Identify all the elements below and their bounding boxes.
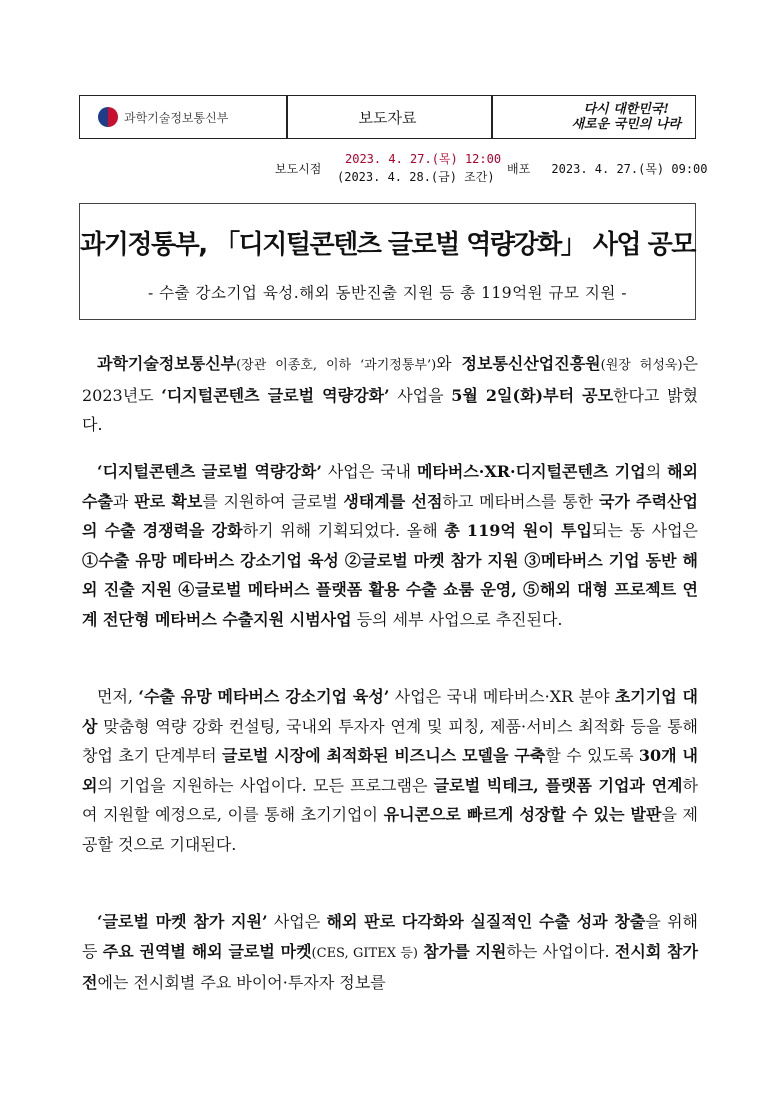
paragraph-2 (82, 457, 698, 634)
p2-text: 등의 세부 사업으로 추진된다. (351, 609, 563, 629)
embargo-print: (2023. 4. 28.(금) 조간) (337, 170, 495, 184)
slogan-line-1: 다시 대한민국! (583, 102, 670, 117)
p2-ecosystem: 생태계를 선점 (343, 491, 443, 511)
p3-count: 30개 내외 (82, 746, 698, 795)
p2-subprojects: ①수출 유망 메타버스 강소기업 육성 ②글로벌 마켓 참가 지원 ③메타버스 기업 동반 해외 진출 지원 ④글로벌 메타버스 플랫폼 활용 수출 쇼룸 운영, ⑤해외 대형 프로젝트 연계 전단형 메타버스 수출지원 시범사업 (82, 550, 698, 629)
p3-text: 하여 지원할 예정으로, 이를 통해 초기기업이 (82, 775, 698, 824)
p1-text: 한다고 밝혔다. (82, 385, 698, 434)
embargo-time: 2023. 4. 27.(목) 12:00 (345, 152, 502, 166)
slogan (571, 96, 681, 138)
p2-text: 사업은 국내 (321, 462, 417, 481)
p3-business-model: 글로벌 시장에 최적화된 비즈니스 모델을 구축 (221, 746, 546, 765)
header-divider-right (491, 96, 493, 138)
p3-text: 맞춤형 역량 강화 컨설팅, 국내외 투자자 연계 및 피칭, 제품·서비스 최적화 등을 통해 창업 초기 단계부터 (82, 716, 698, 765)
p1-date: 5월 2일(화)부터 공모 (451, 385, 614, 405)
embargo-label-wrap (275, 160, 321, 177)
p3-text: 의 기업을 지원하는 사업이다. 모든 프로그램은 (97, 775, 434, 795)
p1-ministry-note: (장관 이종호, 이하 ‘과기정통부’) (236, 358, 437, 373)
paragraph-1 (82, 349, 698, 440)
distribution-label: 배포 (507, 162, 531, 176)
headline: 과기정통부, 「디지털콘텐츠 글로벌 역량강화」 사업 공모 (80, 230, 695, 260)
p4-project: ‘글로벌 마켓 참가 지원’ (97, 912, 268, 931)
distribution-info (507, 160, 708, 177)
p2-text: 를 지원하여 글로벌 (202, 491, 344, 511)
p2-budget: 총 119억 원이 투입 (444, 521, 592, 540)
p3-text: 먼저, (97, 687, 139, 706)
p2-export: 해외수출 (82, 462, 698, 511)
paragraph-3 (82, 682, 698, 859)
p3-project: ‘수출 유망 메타버스 강소기업 육성’ (138, 687, 390, 706)
headline-box (79, 203, 696, 320)
p4-diversification: 해외 판로 다각화와 실질적인 수출 성과 창출 (326, 912, 646, 931)
p2-text: 하기 위해 기획되었다. 올해 (242, 521, 445, 540)
p2-text: 과 (112, 491, 135, 511)
embargo-label: 보도시점 (275, 162, 322, 176)
p4-before-exhibition: 전시회 참가 전 (82, 941, 699, 992)
ministry-name: 과학기술정보통신부 (124, 110, 229, 125)
p1-text: 은 2023년도 (82, 354, 698, 405)
p3-text: 을 제공할 것으로 기대된다. (82, 805, 699, 854)
p1-project: ‘디지털콘텐츠 글로벌 역량강화’ (161, 385, 390, 405)
p3-target: 초기기업 대상 (82, 687, 698, 736)
sub-headline: - 수출 강소기업 육성.해외 동반진출 지원 등 총 119억원 규모 지원 - (147, 284, 628, 302)
press-release-title: 보도자료 (358, 108, 417, 127)
p4-text: 사업은 (267, 912, 327, 931)
p3-text: 할 수 있도록 (545, 746, 639, 765)
p2-text: 되는 동 사업은 (591, 521, 698, 540)
p1-agency-note: (원장 허성욱) (600, 358, 683, 373)
p2-project: ‘디지털콘텐츠 글로벌 역량강화’ (97, 462, 322, 481)
press-header (79, 95, 696, 139)
p2-target: 메타버스·XR·디지털콘텐츠 기업 (416, 462, 646, 481)
p3-text: 사업은 국내 메타버스·XR 분야 (389, 687, 615, 706)
embargo-info (337, 150, 501, 186)
p1-ministry: 과학기술정보통신부 (97, 354, 237, 373)
p4-text: 을 위해 등 (82, 912, 698, 961)
p4-examples: (CES, GITEX 등) (311, 945, 418, 961)
p4-text: 하는 사업이다. (506, 941, 615, 961)
distribution-time: 2023. 4. 27.(목) 09:00 (551, 162, 708, 176)
p1-agency: 정보통신산업진흥원 (461, 354, 601, 373)
p4-text: 에는 전시회별 주요 바이어·투자자 정보를 (97, 973, 386, 992)
p3-unicorn: 유니콘으로 빠르게 성장할 수 있는 발판 (383, 805, 662, 824)
p1-text: 사업을 (389, 385, 452, 405)
p2-market: 판로 확보 (134, 491, 203, 511)
p4-markets: 주요 권역별 해외 글로벌 마켓 (102, 941, 312, 961)
p4-participation: 참가를 지원 (423, 941, 507, 961)
p1-text: 와 (436, 354, 462, 373)
paragraph-4 (82, 907, 698, 998)
slogan-line-2: 새로운 국민의 나라 (571, 117, 681, 132)
p2-competitiveness: 국가 주력산업의 수출 경쟁력을 강화 (82, 491, 698, 540)
p2-text: 하고 메타버스를 통한 (442, 491, 599, 511)
p2-text: 의 (645, 462, 668, 481)
p3-bigtech: 글로벌 빅테크, 플랫폼 기업과 연계 (433, 775, 683, 795)
